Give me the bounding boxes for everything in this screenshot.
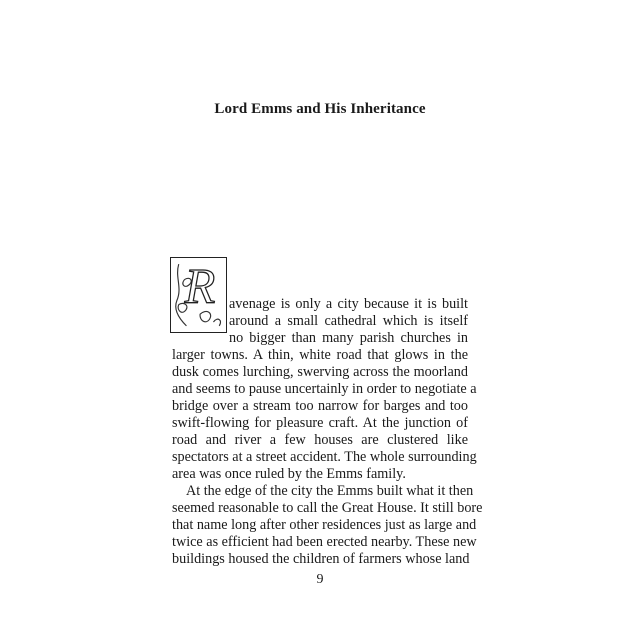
text-line: buildings housed the children of farmers whose land bbox=[172, 551, 470, 567]
text-line: no bigger than many parish churches in bbox=[229, 330, 468, 346]
text-line: seemed reasonable to call the Great House. It still bore bbox=[172, 500, 483, 516]
text-line: avenage is only a city because it is built bbox=[229, 296, 468, 312]
text-line: around a small cathedral which is itself bbox=[229, 313, 468, 329]
text-line: twice as efficient had been erected nearby. These new bbox=[172, 534, 477, 550]
text-line: bridge over a stream too narrow for barges and too bbox=[172, 398, 468, 414]
chapter-title: Lord Emms and His Inheritance bbox=[214, 101, 426, 117]
text-line: At the edge of the city the Emms built what it then bbox=[186, 483, 474, 499]
page-number: 9 bbox=[316, 572, 324, 587]
text-line: spectators at a street accident. The whole surrounding bbox=[172, 449, 477, 465]
drop-cap-illustration bbox=[170, 257, 227, 333]
text-line: that name long after other residences just as large and bbox=[172, 517, 477, 533]
text-line: road and river a few houses are clustered like bbox=[172, 432, 468, 448]
text-line: and seems to pause uncertainly in order to negotiate a bbox=[172, 381, 477, 397]
text-line: area was once ruled by the Emms family. bbox=[172, 466, 406, 482]
text-line: dusk comes lurching, swerving across the moorland bbox=[172, 364, 468, 380]
drop-cap-letter: R bbox=[184, 258, 216, 314]
text-line: larger towns. A thin, white road that glows in the bbox=[172, 347, 468, 363]
text-line: swift-flowing for pleasure craft. At the junction of bbox=[172, 415, 468, 431]
